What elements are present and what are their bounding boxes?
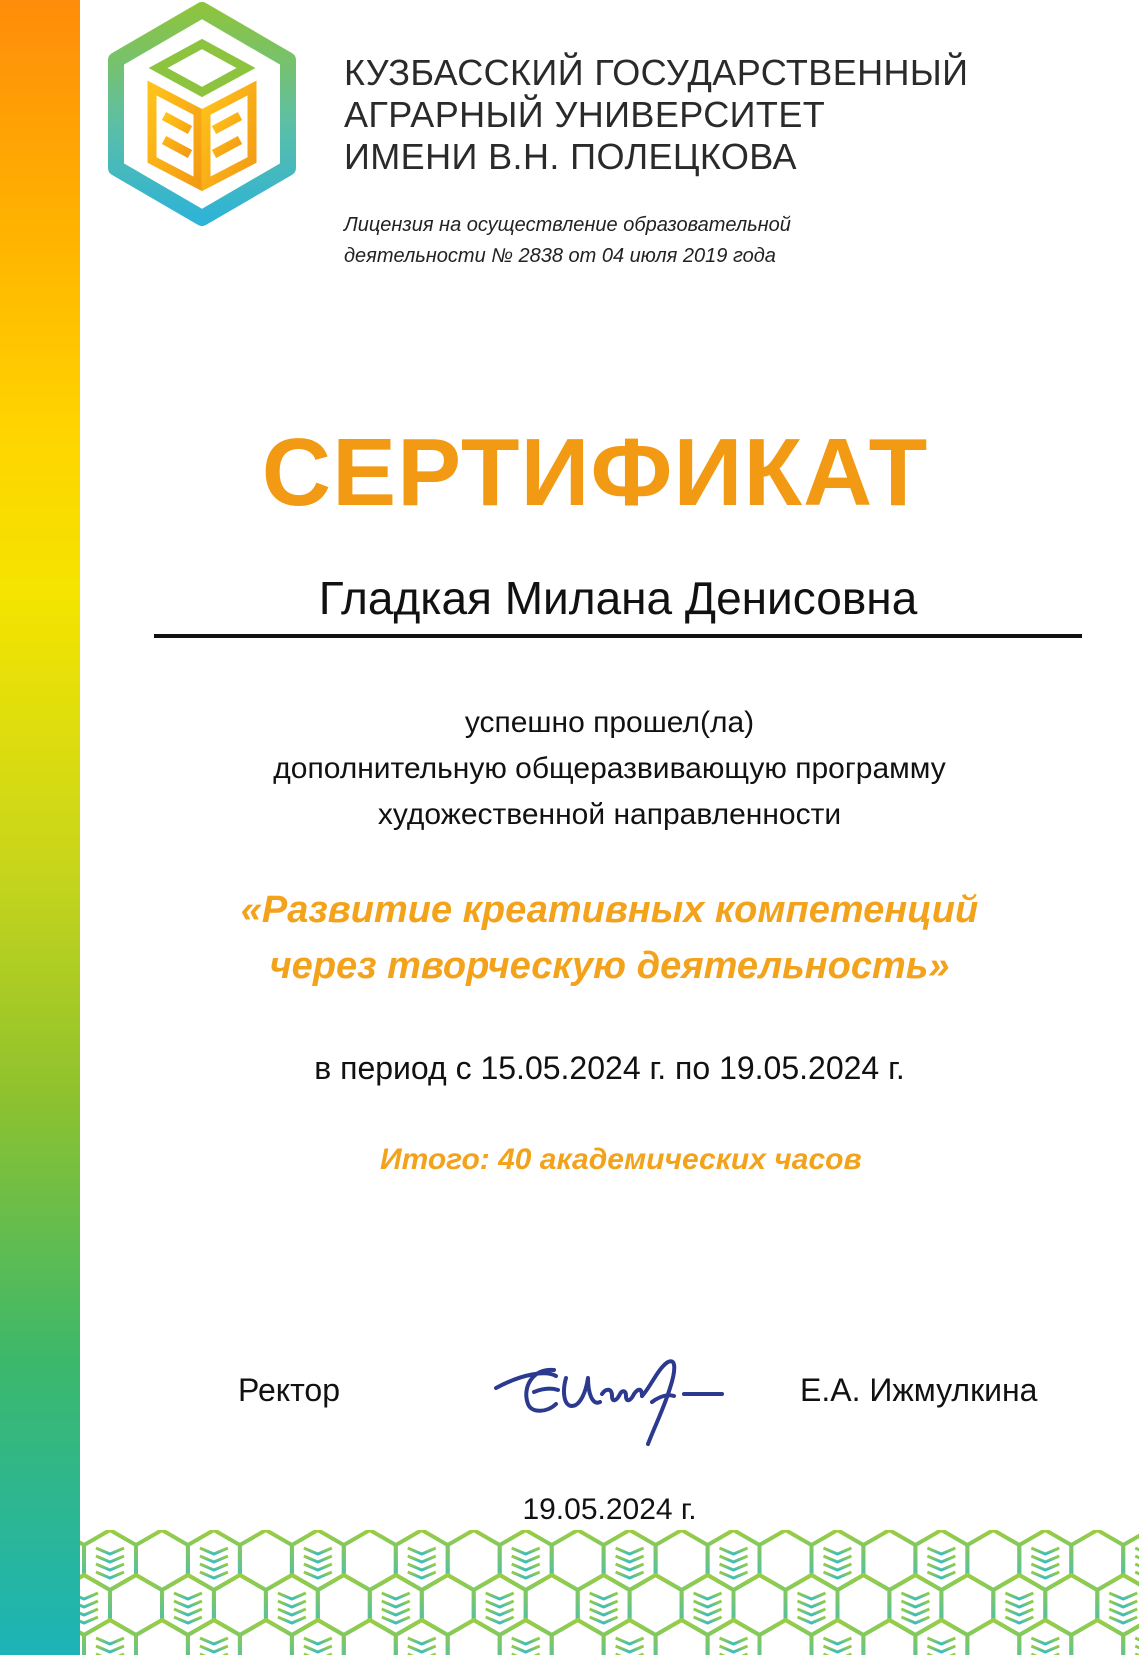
name-underline <box>154 634 1082 638</box>
hexagon-stripe <box>1109 1601 1137 1607</box>
hexagon-stripe <box>382 1601 410 1607</box>
hexagon-stripe <box>278 1593 306 1599</box>
hexagon-shape <box>500 1620 552 1655</box>
hexagon-shape <box>1071 1620 1123 1655</box>
hexagon-stripe <box>1005 1593 1033 1599</box>
hexagon-stripe <box>1005 1601 1033 1607</box>
hexagon-stripe <box>1135 1548 1139 1554</box>
completion-line: дополнительную общеразвивающую программу <box>273 752 946 785</box>
hexagon-stripe <box>486 1601 514 1607</box>
hexagon-shape <box>80 1575 110 1635</box>
hexagon-stripe <box>174 1601 202 1607</box>
hexagon-stripe <box>96 1548 124 1554</box>
hexagon-stripe <box>590 1609 618 1615</box>
hexagon-stripe <box>616 1572 644 1578</box>
hexagon-stripe <box>512 1638 540 1644</box>
hexagon-stripe <box>96 1638 124 1644</box>
hexagon-stripe <box>797 1601 825 1607</box>
hexagon-shape <box>448 1620 500 1655</box>
hexagon-stripe <box>200 1638 228 1644</box>
hexagon-stripe <box>720 1556 748 1562</box>
hexagon-shape <box>136 1620 188 1655</box>
hexagon-shape <box>84 1620 136 1655</box>
hexagon-stripe <box>486 1593 514 1599</box>
hexagon-stripe <box>200 1548 228 1554</box>
hexagon-stripe <box>512 1556 540 1562</box>
hexagon-stripe <box>720 1564 748 1570</box>
hexagon-stripe <box>96 1572 124 1578</box>
hexagon-stripe <box>408 1556 436 1562</box>
hexagon-stripe <box>720 1548 748 1554</box>
university-name <box>344 52 1104 178</box>
hexagon-stripe <box>1031 1646 1059 1652</box>
hexagon-stripe <box>720 1572 748 1578</box>
hexagon-stripe <box>486 1617 514 1623</box>
university-name-line: АГРАРНЫЙ УНИВЕРСИТЕТ <box>344 94 826 135</box>
gradient-side-bar <box>0 0 80 1655</box>
hexagon-stripe <box>486 1609 514 1615</box>
hexagon-stripe <box>1135 1556 1139 1562</box>
hexagon-stripe <box>616 1646 644 1652</box>
hexagon-stripe <box>720 1646 748 1652</box>
hexagon-stripe <box>304 1572 332 1578</box>
hexagon-shape <box>344 1620 396 1655</box>
hexagon-pattern-band <box>80 1530 1139 1655</box>
hexagon-stripe <box>694 1617 722 1623</box>
hexagon-stripe <box>304 1548 332 1554</box>
hexagon-stripe <box>590 1601 618 1607</box>
hexagon-stripe <box>200 1556 228 1562</box>
hexagon-stripe <box>80 1593 98 1599</box>
program-title-line: «Развитие креативных компетенций <box>240 889 979 931</box>
rector-name: Е.А. Ижмулкина <box>800 1372 1038 1408</box>
hexagon-stripe <box>304 1556 332 1562</box>
issue-date: 19.05.2024 г. <box>522 1493 697 1526</box>
program-title-line: через творческую деятельность» <box>269 945 950 987</box>
hexagon-stripe <box>512 1572 540 1578</box>
hexagon-stripe <box>694 1609 722 1615</box>
hexagon-stripe <box>304 1638 332 1644</box>
hexagon-stripe <box>927 1556 955 1562</box>
hexagon-stripe <box>304 1564 332 1570</box>
hexagon-stripe <box>200 1564 228 1570</box>
hexagon-stripe <box>174 1593 202 1599</box>
study-period: в период с 15.05.2024 г. по 19.05.2024 г. <box>314 1050 905 1086</box>
hexagon-shape <box>552 1620 604 1655</box>
hexagon-shape <box>1019 1620 1071 1655</box>
total-hours: Итого: 40 академических часов <box>380 1143 862 1176</box>
hexagon-stripe <box>408 1548 436 1554</box>
hexagon-stripe <box>382 1609 410 1615</box>
hexagon-stripe <box>616 1564 644 1570</box>
hexagon-stripe <box>720 1638 748 1644</box>
rector-signature <box>492 1348 732 1448</box>
hexagon-stripe <box>200 1646 228 1652</box>
hexagon-stripe <box>512 1548 540 1554</box>
hexagon-stripe <box>1031 1638 1059 1644</box>
hexagon-stripe <box>382 1617 410 1623</box>
hexagon-stripe <box>278 1617 306 1623</box>
completion-line: успешно прошел(ла) <box>464 706 755 739</box>
hexagon-stripe <box>823 1572 851 1578</box>
hexagon-stripe <box>96 1556 124 1562</box>
hexagon-stripe <box>901 1617 929 1623</box>
university-logo <box>96 0 308 238</box>
hexagon-stripe <box>590 1617 618 1623</box>
certificate-title: СЕРТИФИКАТ <box>261 419 929 526</box>
hexagon-stripe <box>901 1593 929 1599</box>
hexagon-shape <box>656 1620 708 1655</box>
hexagon-stripe <box>616 1548 644 1554</box>
hexagon-stripe <box>616 1638 644 1644</box>
completion-line: художественной направленности <box>377 798 842 831</box>
hexagon-stripe <box>1135 1572 1139 1578</box>
hexagon-stripe <box>797 1593 825 1599</box>
hexagon-shape <box>396 1620 448 1655</box>
hexagon-stripe <box>80 1601 98 1607</box>
hexagon-shape <box>240 1620 292 1655</box>
hexagon-stripe <box>901 1609 929 1615</box>
hexagon-stripe <box>694 1601 722 1607</box>
hexagon-stripe <box>927 1572 955 1578</box>
hexagon-stripe <box>278 1609 306 1615</box>
hexagon-stripe <box>927 1564 955 1570</box>
license-line: деятельности № 2838 от 04 июля 2019 года <box>344 245 776 267</box>
hexagon-shape <box>967 1620 1019 1655</box>
hexagon-stripe <box>512 1564 540 1570</box>
license-line: Лицензия на осуществление образовательной <box>344 214 791 236</box>
hexagon-stripe <box>797 1609 825 1615</box>
rector-label: Ректор <box>238 1372 340 1408</box>
hexagon-shape <box>812 1620 864 1655</box>
hexagon-stripe <box>927 1646 955 1652</box>
hexagon-shape <box>760 1620 812 1655</box>
hexagon-stripe <box>174 1609 202 1615</box>
hexagon-stripe <box>1031 1572 1059 1578</box>
hexagon-stripe <box>1135 1564 1139 1570</box>
hexagon-stripe <box>1109 1593 1137 1599</box>
hexagon-stripe <box>408 1646 436 1652</box>
hexagon-stripe <box>927 1638 955 1644</box>
hexagon-stripe <box>174 1617 202 1623</box>
hexagon-stripe <box>1031 1556 1059 1562</box>
recipient-name: Гладкая Милана Денисовна <box>318 572 918 624</box>
hexagon-stripe <box>694 1593 722 1599</box>
hexagon-shape <box>915 1620 967 1655</box>
hexagon-stripe <box>278 1601 306 1607</box>
hexagon-stripe <box>1031 1564 1059 1570</box>
hexagon-stripe <box>80 1609 98 1615</box>
hexagon-stripe <box>96 1646 124 1652</box>
hexagon-stripe <box>512 1646 540 1652</box>
program-title <box>80 882 1139 994</box>
hexagon-stripe <box>1005 1617 1033 1623</box>
hexagon-stripe <box>927 1548 955 1554</box>
hexagon-stripe <box>1031 1548 1059 1554</box>
hexagon-stripe <box>1135 1638 1139 1644</box>
hexagon-stripe <box>797 1617 825 1623</box>
hexagon-stripe <box>823 1556 851 1562</box>
hexagon-shape <box>863 1620 915 1655</box>
hexagon-shape <box>292 1620 344 1655</box>
hexagon-stripe <box>901 1601 929 1607</box>
hexagon-stripe <box>200 1572 228 1578</box>
hexagon-shape <box>708 1620 760 1655</box>
hexagon-stripe <box>96 1564 124 1570</box>
hexagon-stripe <box>823 1548 851 1554</box>
license-text <box>344 210 964 272</box>
university-name-line: ИМЕНИ В.Н. ПОЛЕЦКОВА <box>344 136 797 177</box>
hexagon-stripe <box>304 1646 332 1652</box>
hexagon-stripe <box>616 1556 644 1562</box>
hexagon-stripe <box>382 1593 410 1599</box>
university-name-line: КУЗБАССКИЙ ГОСУДАРСТВЕННЫЙ <box>344 52 969 93</box>
hexagon-stripe <box>80 1617 98 1623</box>
hexagon-stripe <box>590 1593 618 1599</box>
hexagon-stripe <box>408 1572 436 1578</box>
hexagon-stripe <box>408 1638 436 1644</box>
completion-text <box>80 700 1139 838</box>
hexagon-stripe <box>823 1638 851 1644</box>
hexagon-shape <box>188 1620 240 1655</box>
hexagon-stripe <box>1135 1646 1139 1652</box>
hexagon-shape <box>604 1620 656 1655</box>
hexagon-stripe <box>1109 1609 1137 1615</box>
hexagon-stripe <box>1005 1609 1033 1615</box>
hexagon-stripe <box>823 1564 851 1570</box>
hexagon-stripe <box>408 1564 436 1570</box>
hexagon-stripe <box>823 1646 851 1652</box>
hexagon-stripe <box>1109 1617 1137 1623</box>
